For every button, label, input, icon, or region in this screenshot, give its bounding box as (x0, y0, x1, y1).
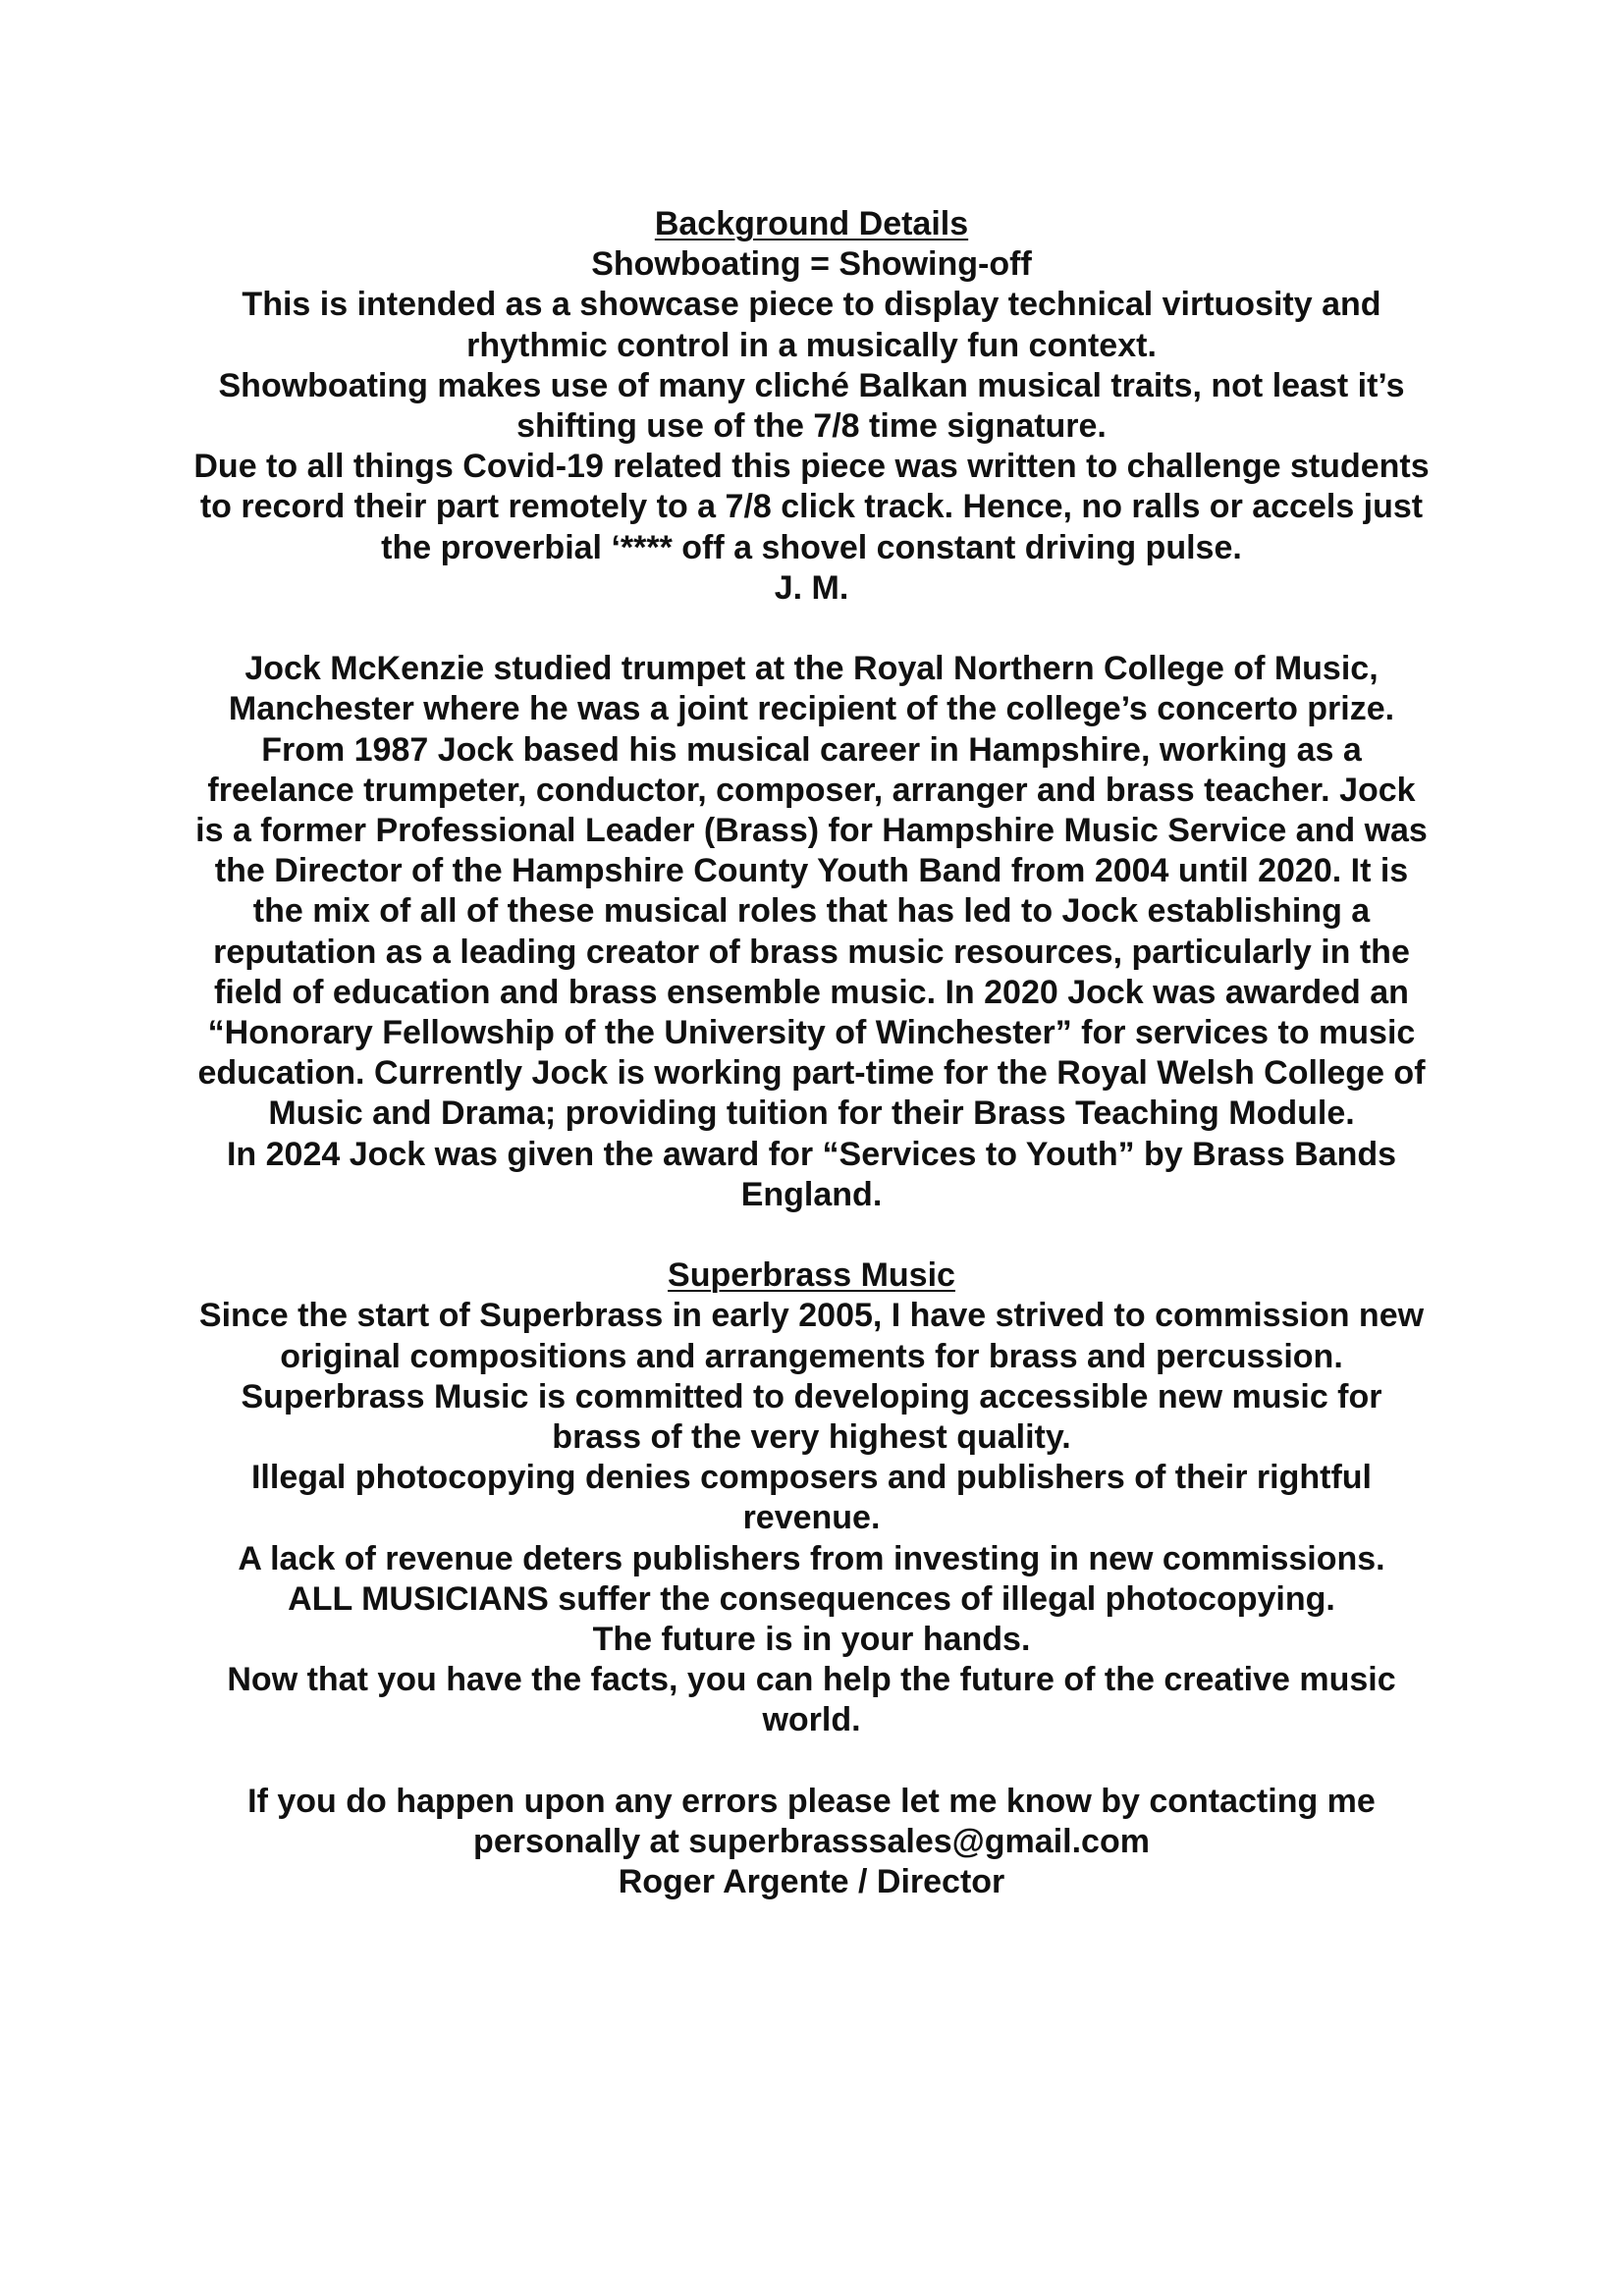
superbrass-heading: Superbrass Music (668, 1256, 955, 1295)
background-line: This is intended as a showcase piece to display technical virtuosity and (242, 286, 1381, 324)
background-line: Due to all things Covid-19 related this piece was written to challenge students (193, 448, 1430, 486)
background-line: the proverbial ‘**** off a shovel constant driving pulse. (381, 528, 1242, 566)
page-content (108, 204, 1515, 1902)
contact-line: If you do happen upon any errors please let me know by contacting me (247, 1782, 1376, 1820)
superbrass-line: Superbrass Music is committed to developing accessible new music for (241, 1377, 1382, 1415)
biography-line: Music and Drama; providing tuition for their Brass Teaching Module. (268, 1095, 1355, 1133)
biography-line: In 2024 Jock was given the award for “Services to Youth” by Brass Bands (226, 1135, 1397, 1173)
biography-line: the Director of the Hampshire County Youth Band from 2004 until 2020. It is (214, 852, 1409, 890)
background-line: Showboating makes use of many cliché Balkan musical traits, not least it’s (218, 366, 1405, 404)
paragraph-gap (108, 1215, 1515, 1255)
superbrass-section (108, 1255, 1515, 1740)
superbrass-line: world. (762, 1701, 861, 1739)
biography-line: the mix of all of these musical roles that has led to Jock establishing a (252, 892, 1371, 931)
biography-line: “Honorary Fellowship of the University of Winchester” for services to music (207, 1014, 1416, 1052)
superbrass-line: Now that you have the facts, you can help the future of the creative music (227, 1661, 1396, 1699)
biography-line: freelance trumpeter, conductor, composer, arranger and brass teacher. Jock (207, 771, 1416, 809)
background-section (108, 204, 1515, 609)
superbrass-line: Illegal photocopying denies composers and publishers of their rightful (250, 1459, 1372, 1497)
paragraph-gap (108, 1741, 1515, 1782)
biography-line: field of education and brass ensemble music. In 2020 Jock was awarded an (214, 973, 1409, 1011)
biography-line: reputation as a leading creator of brass music resources, particularly in the (213, 933, 1410, 971)
background-line: to record their part remotely to a 7/8 click track. Hence, no ralls or accels just (199, 488, 1424, 526)
biography-line: England. (740, 1175, 883, 1213)
biography-line: education. Currently Jock is working part-time for the Royal Welsh College of (197, 1054, 1426, 1093)
superbrass-line: The future is in your hands. (592, 1621, 1031, 1659)
background-heading: Background Details (654, 205, 969, 242)
biography-line: Manchester where he was a joint recipient of the college’s concerto prize. (228, 690, 1395, 728)
contact-email-line: personally at superbrasssales@gmail.com (473, 1823, 1150, 1861)
superbrass-line: ALL MUSICIANS suffer the consequences of illegal photocopying. (288, 1579, 1335, 1618)
biography-line: Jock McKenzie studied trumpet at the Royal Northern College of Music, (244, 650, 1379, 688)
superbrass-line: Since the start of Superbrass in early 2005, I have strived to commission new (198, 1297, 1425, 1335)
biography-line: From 1987 Jock based his musical career in Hampshire, working as a (261, 730, 1362, 769)
composer-initials: J. M. (774, 568, 849, 607)
superbrass-line: original compositions and arrangements for brass and percussion. (280, 1337, 1343, 1375)
superbrass-line: revenue. (742, 1499, 881, 1537)
paragraph-gap (108, 609, 1515, 649)
biography-line: is a former Professional Leader (Brass) for Hampshire Music Service and was (195, 812, 1428, 850)
biography-section (108, 649, 1515, 1215)
superbrass-line: brass of the very highest quality. (552, 1418, 1071, 1457)
background-line: rhythmic control in a musically fun context. (466, 326, 1157, 364)
background-line: shifting use of the 7/8 time signature. (516, 407, 1107, 446)
background-line: Showboating = Showing-off (591, 245, 1032, 284)
superbrass-line: A lack of revenue deters publishers from investing in new commissions. (238, 1539, 1385, 1577)
contact-section (108, 1782, 1515, 1903)
signature-line: Roger Argente / Director (618, 1863, 1005, 1901)
